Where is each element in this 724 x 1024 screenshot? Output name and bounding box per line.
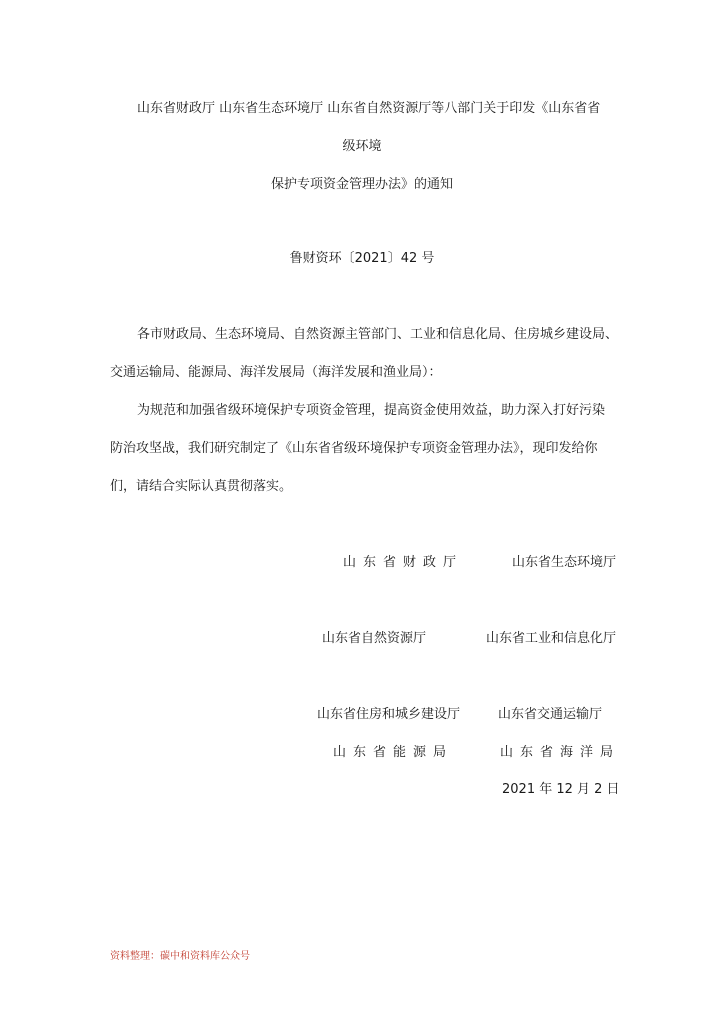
signature-ocean-bureau: 山东省海洋局 [500, 745, 621, 760]
signature-housing-construction-department: 山东省住房和城乡建设厅 [317, 707, 461, 722]
title-line-3: 保护专项资金管理办法》的通知 [270, 177, 453, 192]
signature-industry-it-department: 山东省工业和信息化厅 [485, 631, 616, 646]
issue-date: 2021 年 12 月 2 日 [502, 782, 620, 797]
body-line-1: 为规范和加强省级环境保护专项资金管理，提高资金使用效益，助力深入打好污染 [137, 403, 606, 418]
signature-ecology-environment-department: 山东省生态环境厅 [511, 555, 616, 570]
recipients-line-1: 各市财政局、生态环境局、自然资源主管部门、工业和信息化局、住房城乡建设局、 [137, 327, 619, 342]
title-line-1: 山东省财政厅 山东省生态环境厅 山东省自然资源厅等八部门关于印发《山东省省 [137, 101, 601, 116]
document-number: 鲁财资环〔2021〕42 号 [289, 251, 435, 266]
signature-finance-department: 山东省财政厅 [343, 555, 464, 570]
title-line-2: 级环境 [342, 139, 382, 154]
body-line-3: 们，请结合实际认真贯彻落实。 [110, 479, 293, 494]
signature-natural-resources-department: 山东省自然资源厅 [322, 631, 427, 646]
footer-source-note: 资料整理：碳中和资料库公众号 [110, 951, 250, 962]
signature-transport-department: 山东省交通运输厅 [498, 707, 603, 722]
signature-energy-bureau: 山东省能源局 [333, 745, 454, 760]
body-line-2: 防治攻坚战，我们研究制定了《山东省省级环境保护专项资金管理办法》，现印发给你 [110, 441, 598, 456]
recipients-line-2: 交通运输局、能源局、海洋发展局（海洋发展和渔业局）： [110, 365, 442, 380]
